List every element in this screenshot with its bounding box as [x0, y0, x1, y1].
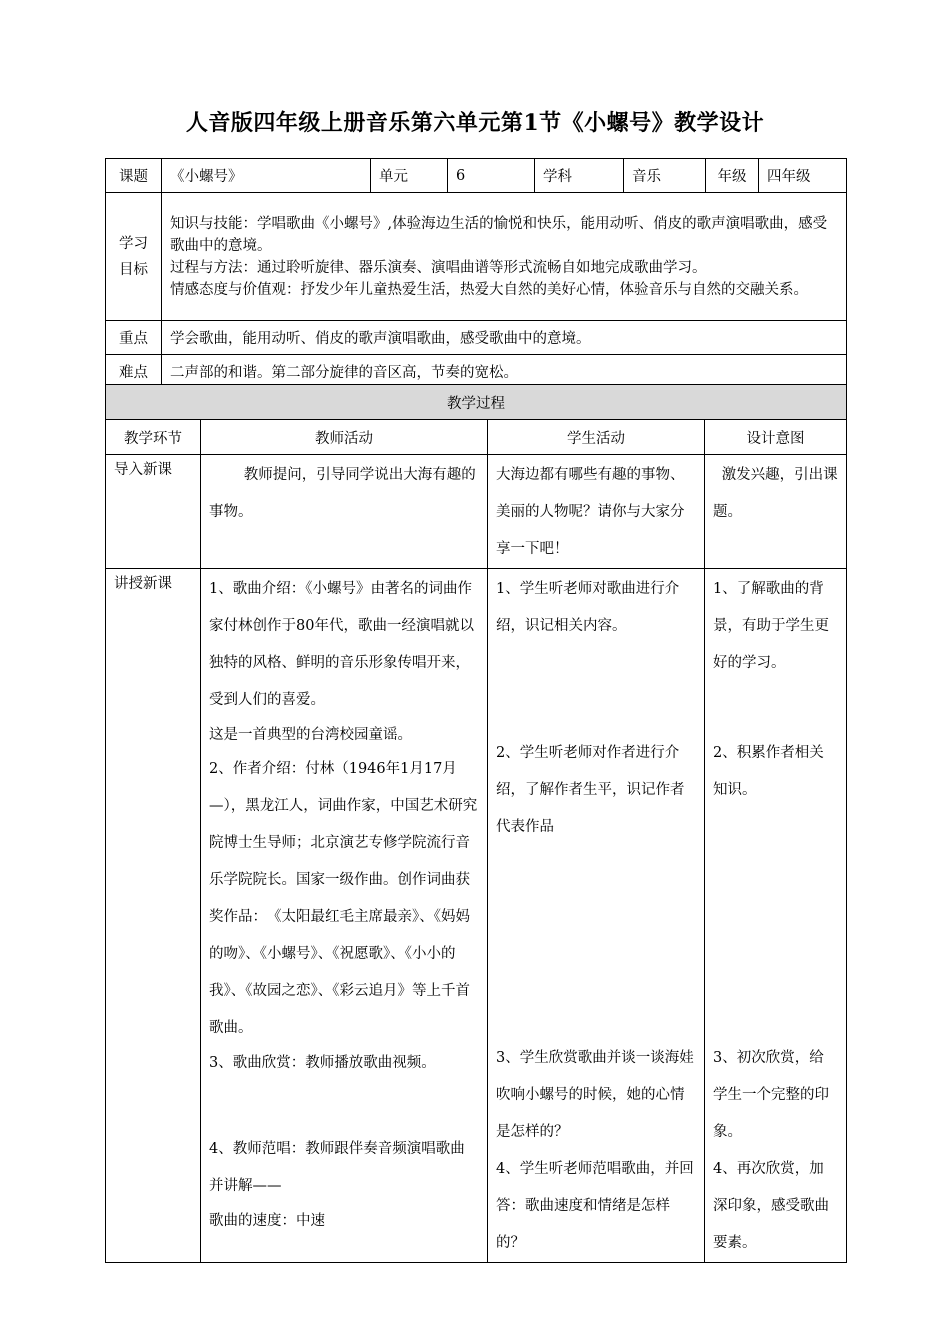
process-banner: 教学过程 — [106, 385, 847, 420]
teacher-step: 3、歌曲欣赏：教师播放歌曲视频。 — [209, 1055, 436, 1071]
topic-label: 课题 — [106, 159, 162, 193]
difficulty-label: 难点 — [106, 355, 162, 389]
teacher-step: 歌曲的速度：中速 — [209, 1213, 325, 1229]
difficulty-text: 二声部的和谐。第二部分旋律的音区高，节奏的宽松。 — [162, 355, 847, 389]
intro-teacher: 教师提问，引导同学说出大海有趣的事物。 — [201, 455, 488, 569]
lesson-teacher — [201, 569, 488, 1263]
intro-student: 大海边都有哪些有趣的事物、美丽的人物呢？请你与大家分享一下吧！ — [488, 455, 705, 569]
intent-step: 3、初次欣赏，给学生一个完整的印象。 — [713, 1050, 829, 1140]
intro-stage: 导入新课 — [106, 455, 201, 569]
lesson-row — [106, 569, 847, 1263]
goal-knowledge: 知识与技能：学唱歌曲《小螺号》,体验海边生活的愉悦和快乐，能用动听、俏皮的歌声演唱歌曲，感受歌曲中的意境。 — [170, 215, 828, 254]
header-intent: 设计意图 — [705, 420, 847, 455]
student-step: 2、学生听老师对作者进行介绍，了解作者生平，识记作者代表作品 — [496, 745, 685, 835]
unit-value: 6 — [448, 159, 535, 193]
grade-value: 四年级 — [759, 159, 847, 193]
intent-step: 2、积累作者相关知识。 — [713, 745, 824, 798]
student-step: 3、学生欣赏歌曲并谈一谈海娃吹响小螺号的时候，她的心情是怎样的？ — [496, 1050, 694, 1140]
grade-label: 年级 — [706, 159, 759, 193]
header-teacher: 教师活动 — [201, 420, 488, 455]
goals-label — [106, 193, 162, 321]
lesson-intent — [705, 569, 847, 1263]
focus-text: 学会歌曲，能用动听、俏皮的歌声演唱歌曲，感受歌曲中的意境。 — [162, 321, 847, 355]
intro-intent: 激发兴趣，引出课题。 — [705, 455, 847, 569]
teacher-step: 2、作者介绍：付林（1946年1月17月—），黑龙江人，词曲作家，中国艺术研究院博士生导师；北京演艺专修学院流行音乐学院院长。国家一级作曲。创作词曲获奖作品： 《太阳最红毛主席最亲》、《妈妈的吻》、《小螺号》、《祝愿歌》、《小小的我》、《故园之恋》、《彩云追月》等上千首歌曲。 — [209, 761, 478, 1036]
goals-row — [106, 193, 847, 321]
lesson-stage: 讲授新课 — [106, 569, 201, 1263]
intent-step: 4、再次欣赏，加深印象，感受歌曲要素。 — [713, 1161, 829, 1251]
process-header-row — [106, 420, 847, 455]
teaching-process-table — [105, 384, 847, 1263]
teacher-step: 这是一首典型的台湾校园童谣。 — [209, 727, 412, 743]
intro-row — [106, 455, 847, 569]
goals-label-line: 学习 — [119, 235, 148, 252]
lesson-student — [488, 569, 705, 1263]
lesson-info-table — [105, 158, 847, 389]
student-step: 1、学生听老师对歌曲进行介绍，识记相关内容。 — [496, 581, 680, 634]
focus-label: 重点 — [106, 321, 162, 355]
info-row — [106, 159, 847, 193]
subject-label: 学科 — [535, 159, 624, 193]
subject-value: 音乐 — [624, 159, 706, 193]
goal-emotion: 情感态度与价值观：抒发少年儿童热爱生活，热爱大自然的美好心情，体验音乐与自然的交融关系。 — [170, 281, 808, 298]
student-step: 4、学生听老师范唱歌曲，并回答：歌曲速度和情绪是怎样的？ — [496, 1161, 694, 1251]
intent-step: 1、了解歌曲的背景，有助于学生更好的学习。 — [713, 581, 829, 671]
topic-value: 《小螺号》 — [162, 159, 371, 193]
focus-row — [106, 321, 847, 355]
goal-process: 过程与方法：通过聆听旋律、器乐演奏、演唱曲谱等形式流畅自如地完成歌曲学习。 — [170, 259, 707, 276]
document-title: 人音版四年级上册音乐第六单元第1节《小螺号》教学设计 — [185, 110, 765, 136]
goals-content — [162, 193, 847, 321]
teacher-step: 4、教师范唱：教师跟伴奏音频演唱歌曲并讲解—— — [209, 1141, 465, 1194]
goals-label-line: 目标 — [119, 261, 148, 278]
header-student: 学生活动 — [488, 420, 705, 455]
teacher-step: 1、歌曲介绍：《小螺号》由著名的词曲作家付林创作于80年代，歌曲一经演唱就以独特的风格、鲜明的音乐形象传唱开来，受到人们的喜爱。 — [209, 581, 474, 708]
unit-label: 单元 — [371, 159, 448, 193]
header-stage: 教学环节 — [106, 420, 201, 455]
